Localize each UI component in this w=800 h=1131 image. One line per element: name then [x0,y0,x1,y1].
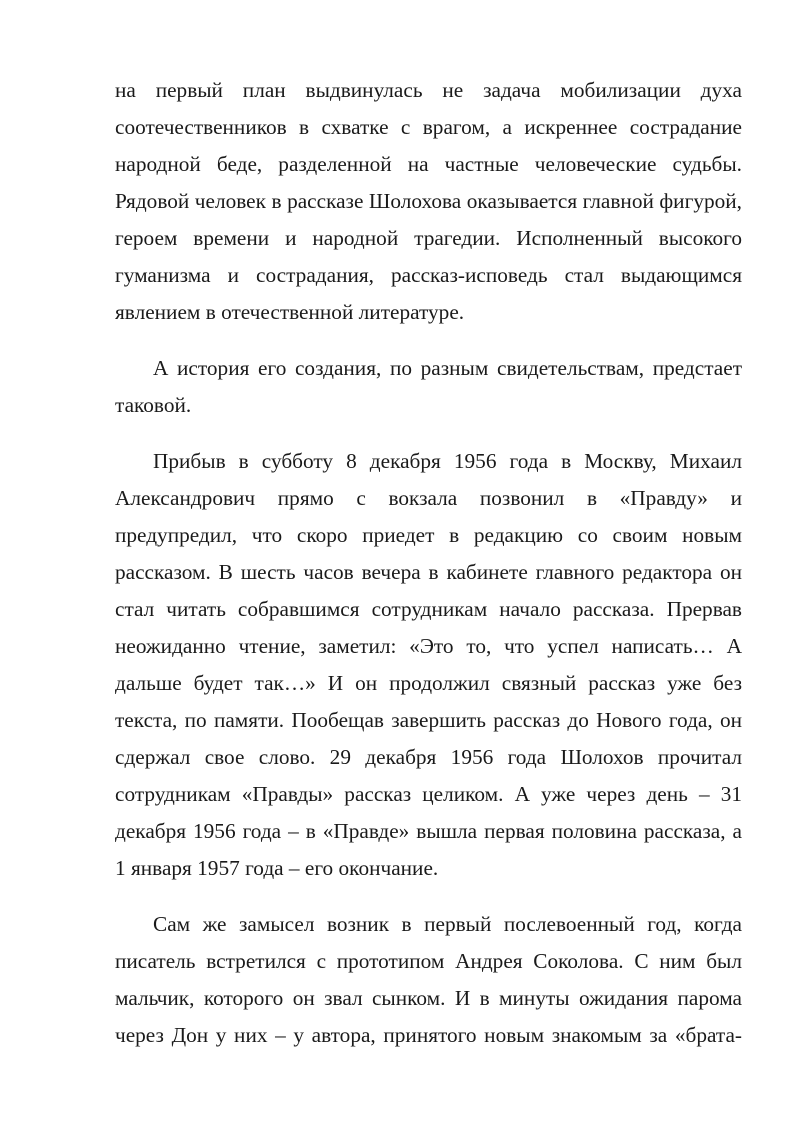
text-line: А история его создания, по разным свидетельствам, предстает [153,356,742,380]
text-line: Прибыв в субботу 8 декабря 1956 года в Москву, Михаил [153,449,742,473]
text-line: Сам же замысел возник в первый послевоенный год, когда [153,912,742,936]
text-line: народной беде, разделенной на частные человеческие судьбы. [115,152,742,176]
paragraph-4 [115,906,742,1054]
text-line: на первый план выдвинулась не задача мобилизации духа [115,78,742,102]
text-line: рассказом. В шесть часов вечера в кабинете главного редактора он [115,560,742,584]
text-line: писатель встретился с прототипом Андрея Соколова. С ним был [115,949,742,973]
paragraph-1 [115,72,742,331]
text-line: 1 января 1957 года – его окончание. [115,856,439,880]
text-line: текста, по памяти. Пообещав завершить рассказ до Нового года, он [115,708,742,732]
document-page [115,72,742,1054]
text-line: сотрудникам «Правды» рассказ целиком. А уже через день – 31 [115,782,742,806]
text-line: мальчик, которого он звал сынком. И в минуты ожидания парома [115,986,742,1010]
text-line: предупредил, что скоро приедет в редакцию со своим новым [115,523,742,547]
text-line: стал читать собравшимся сотрудникам начало рассказа. Прервав [115,597,742,621]
text-line: неожиданно чтение, заметил: «Это то, что успел написать… А [115,634,742,658]
text-line: Рядовой человек в рассказе Шолохова оказывается главной фигурой, [115,189,742,213]
text-line: соотечественников в схватке с врагом, а искреннее сострадание [115,115,742,139]
text-line: гуманизма и сострадания, рассказ-исповедь стал выдающимся [115,263,742,287]
text-line: сдержал свое слово. 29 декабря 1956 года Шолохов прочитал [115,745,742,769]
text-line: Александрович прямо с вокзала позвонил в «Правду» и [115,486,742,510]
text-line: таковой. [115,393,192,417]
text-line: героем времени и народной трагедии. Исполненный высокого [115,226,742,250]
text-line: декабря 1956 года – в «Правде» вышла первая половина рассказа, а [115,819,742,843]
text-line: явлением в отечественной литературе. [115,300,465,324]
paragraph-3 [115,443,742,887]
text-line: дальше будет так…» И он продолжил связный рассказ уже без [115,671,742,695]
paragraph-2 [115,350,742,424]
text-line: через Дон у них – у автора, принятого новым знакомым за «брата- [115,1023,742,1047]
